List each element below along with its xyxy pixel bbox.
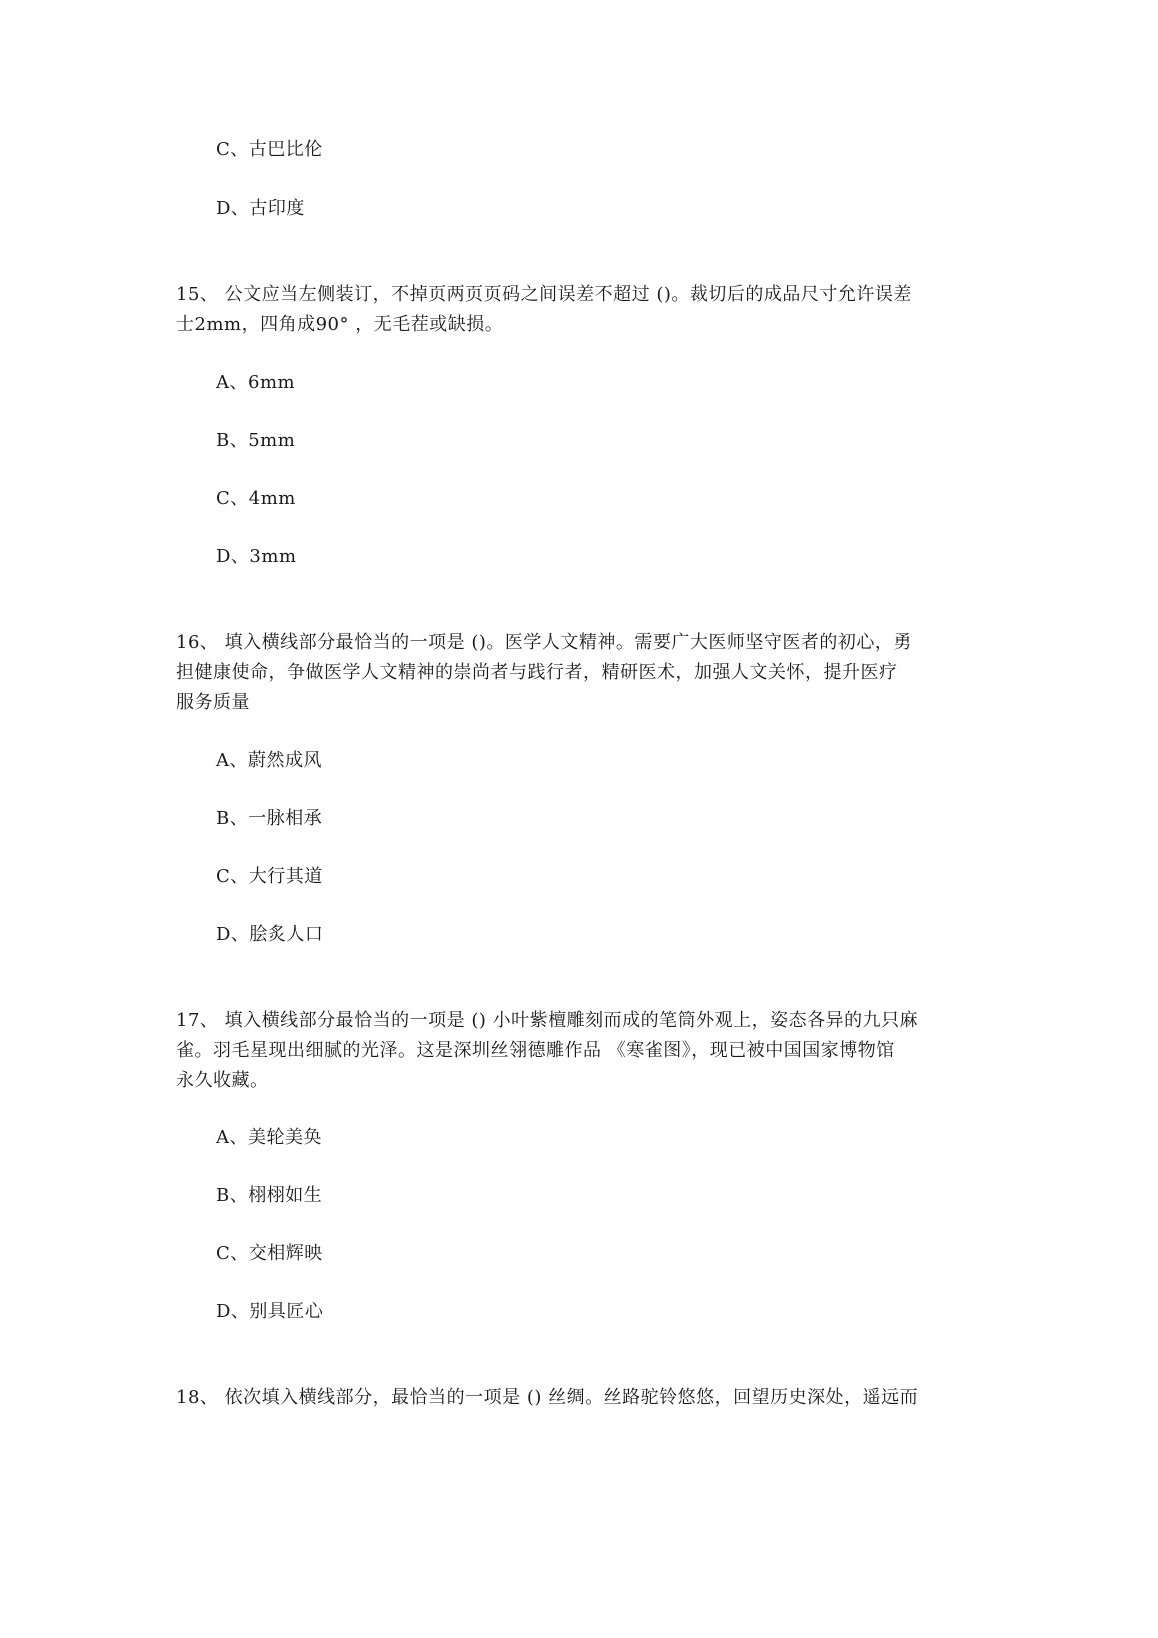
question-16-option-a: A、蔚然成风	[216, 750, 322, 771]
question-16-line-3: 服务质量	[176, 692, 250, 713]
question-15-option-d: D、3mm	[216, 546, 297, 567]
question-17-line-1: 17、 填入横线部分最恰当的一项是 () 小叶紫檀雕刻而成的笔筒外观上，姿态各异的九只麻	[176, 1010, 919, 1031]
question-16-line-2: 担健康使命，争做医学人文精神的崇尚者与践行者，精研医术，加强人文关怀，提升医疗	[176, 662, 898, 683]
question-15-option-a: A、6mm	[216, 372, 296, 393]
question-16-option-c: C、大行其道	[216, 866, 323, 887]
question-15-line-2: 士2mm，四角成90° ，无毛茬或缺损。	[176, 314, 504, 335]
question-15-option-c: C、4mm	[216, 488, 296, 509]
question-17-option-a: A、美轮美奂	[216, 1127, 322, 1148]
option-d: D、古印度	[216, 198, 305, 219]
question-15-line-1: 15、 公文应当左侧装订，不掉页两页页码之间误差不超过 ()。裁切后的成品尺寸允许误差	[176, 284, 912, 305]
question-17-option-b: B、栩栩如生	[216, 1185, 323, 1206]
question-17-line-2: 雀。羽毛星现出细腻的光泽。这是深圳丝翎德雕作品 《寒雀图》，现已被中国国家博物馆	[176, 1040, 895, 1061]
question-16-option-b: B、一脉相承	[216, 808, 323, 829]
question-16-line-1: 16、 填入横线部分最恰当的一项是 ()。医学人文精神。需要广大医师坚守医者的初心，勇	[176, 632, 912, 653]
question-15-option-b: B、5mm	[216, 430, 296, 451]
question-17-option-c: C、交相辉映	[216, 1243, 323, 1264]
question-17-option-d: D、别具匠心	[216, 1301, 324, 1322]
question-16-option-d: D、脍炙人口	[216, 924, 324, 945]
option-c: C、古巴比伦	[216, 139, 323, 160]
question-17-line-3: 永久收藏。	[176, 1070, 269, 1091]
question-18-line-1: 18、 依次填入横线部分，最恰当的一项是 () 丝绸。丝路驼铃悠悠，回望历史深处，遥远而	[176, 1387, 919, 1408]
